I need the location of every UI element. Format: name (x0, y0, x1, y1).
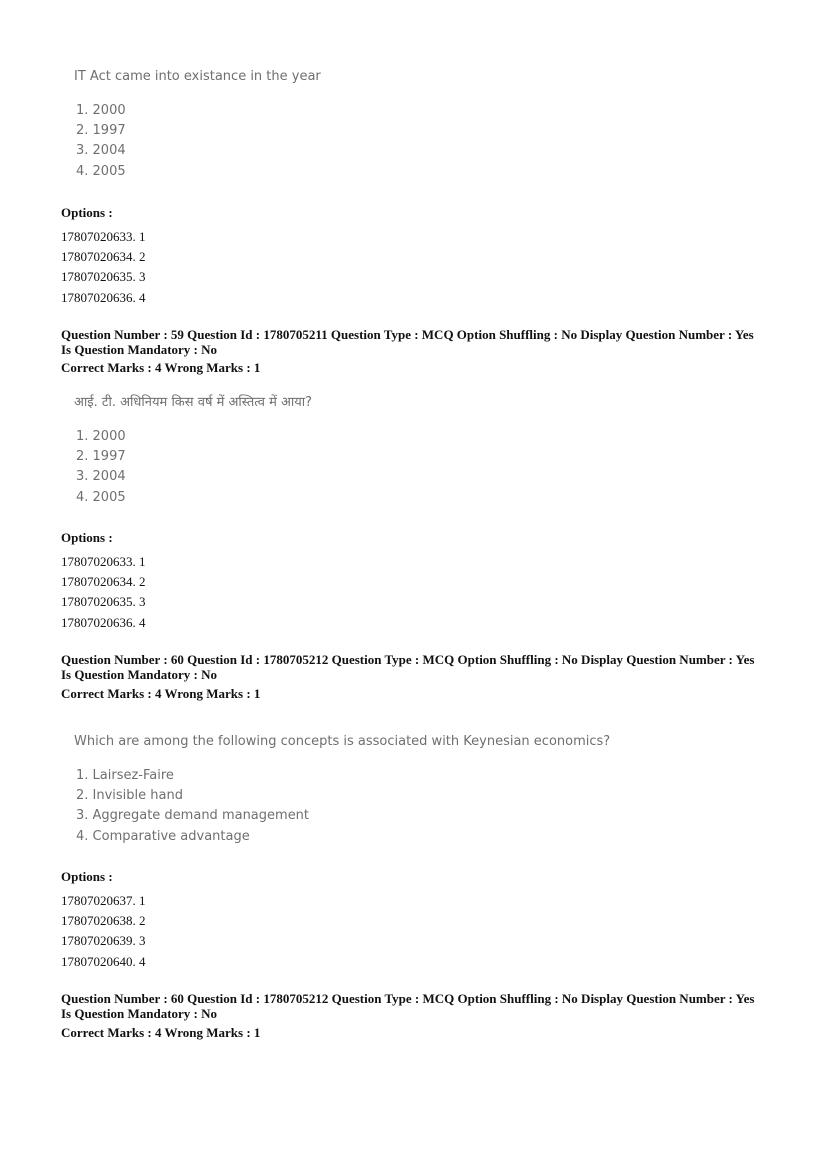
answer-choice: 4. 2005 (76, 163, 126, 179)
question-text: Which are among the following concepts is associated with Keynesian economics? (74, 734, 611, 749)
option-id: 17807020634. 2 (61, 574, 146, 590)
answer-choice-list (74, 766, 610, 847)
option-id: 17807020636. 4 (61, 614, 146, 630)
answer-choice: 2. 1997 (76, 123, 126, 139)
question-mandatory: Is Question Mandatory : No (61, 1006, 218, 1021)
answer-choice: 1. 2000 (76, 103, 126, 118)
option-id: 17807020638. 2 (61, 913, 146, 929)
option-id: 17807020639. 3 (61, 933, 146, 949)
question-marks: Correct Marks : 4 Wrong Marks : 1 (61, 1025, 261, 1040)
option-id: 17807020635. 3 (61, 269, 146, 285)
question-marks: Correct Marks : 4 Wrong Marks : 1 (61, 686, 261, 701)
question-mandatory: Is Question Mandatory : No (61, 342, 218, 357)
question-image (74, 394, 312, 508)
option-id: 17807020640. 4 (61, 953, 146, 969)
option-id: 17807020634. 2 (61, 249, 146, 265)
option-id: 17807020633. 1 (61, 229, 146, 244)
question-header: Question Number : 60 Question Id : 1780705212 Question Type : MCQ Option Shuffling : No Display Question Number : Yes (61, 991, 755, 1006)
options-section (61, 205, 146, 308)
answer-choice-list (74, 427, 312, 508)
question-image (74, 733, 610, 847)
answer-choice: 2. 1997 (76, 449, 126, 465)
answer-choice-list (74, 101, 321, 182)
question-header: Question Number : 60 Question Id : 1780705212 Question Type : MCQ Option Shuffling : No Display Question Number : Yes (61, 652, 755, 667)
answer-choice: 3. 2004 (76, 143, 126, 159)
options-label: Options : (61, 205, 113, 220)
question-text: आई. टी. अधिनियम किस वर्ष में अस्तित्व में आया? (74, 395, 313, 410)
question-marks: Correct Marks : 4 Wrong Marks : 1 (61, 360, 261, 375)
question-mandatory: Is Question Mandatory : No (61, 667, 218, 682)
option-id: 17807020637. 1 (61, 893, 146, 908)
option-id: 17807020636. 4 (61, 289, 146, 305)
options-label: Options : (61, 869, 113, 884)
answer-choice: 3. 2004 (76, 469, 126, 485)
question-image (74, 68, 321, 182)
options-label: Options : (61, 530, 113, 545)
option-id: 17807020635. 3 (61, 594, 146, 610)
option-id: 17807020633. 1 (61, 554, 146, 569)
answer-choice: 4. 2005 (76, 489, 126, 505)
question-header: Question Number : 59 Question Id : 1780705211 Question Type : MCQ Option Shuffling : No Display Question Number : Yes (61, 327, 754, 342)
answer-choice: 3. Aggregate demand management (76, 808, 310, 824)
options-section (61, 530, 146, 633)
question-text: IT Act came into existance in the year (74, 69, 321, 84)
answer-choice: 1. Lairsez-Faire (76, 768, 174, 783)
options-section (61, 869, 146, 972)
answer-choice: 4. Comparative advantage (76, 828, 250, 844)
answer-choice: 2. Invisible hand (76, 788, 183, 804)
answer-choice: 1. 2000 (76, 429, 126, 444)
